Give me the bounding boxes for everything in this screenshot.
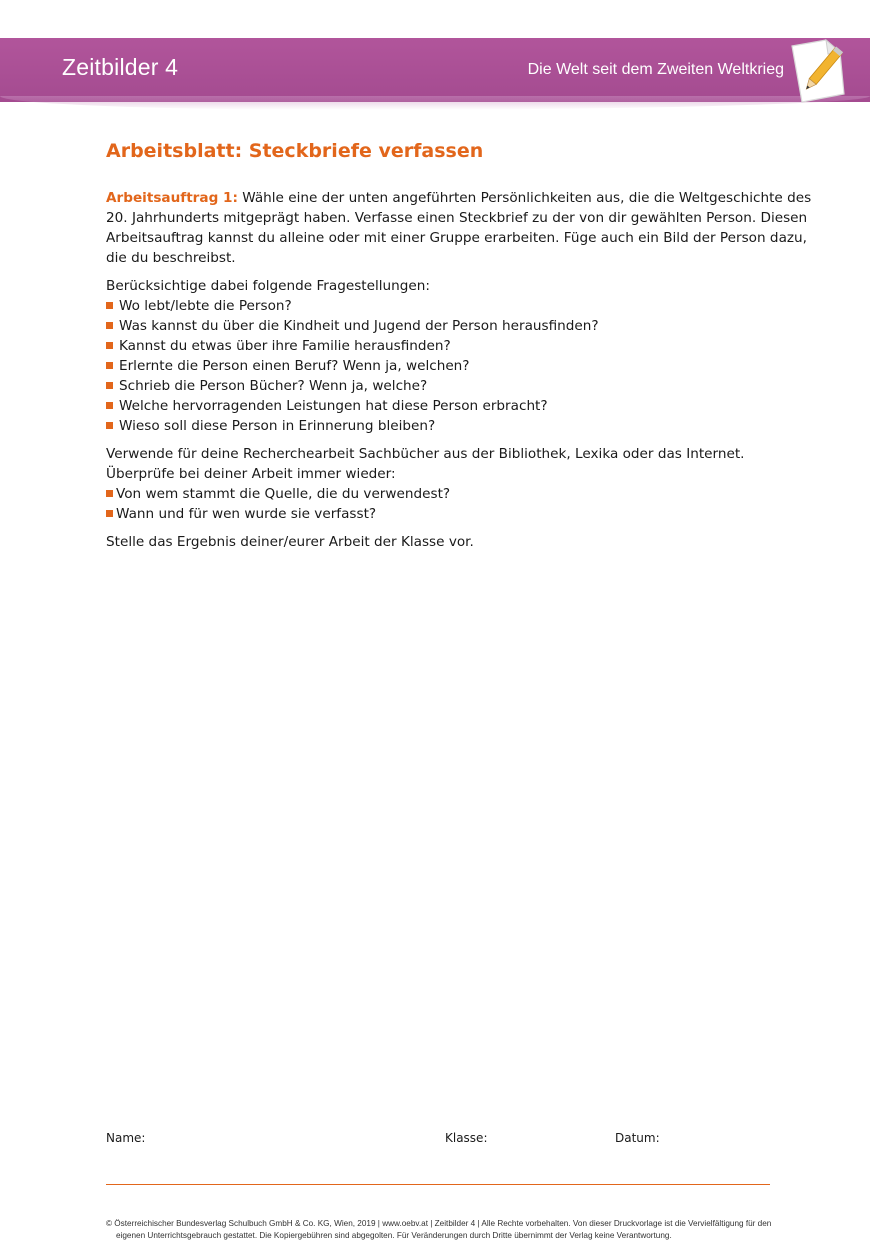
list-item: Von wem stammt die Quelle, die du verwendest? (106, 484, 826, 504)
bullet-square-icon (106, 510, 113, 517)
bullet-square-icon (106, 302, 113, 309)
paper-pencil-icon (786, 36, 848, 108)
worksheet-body (106, 136, 826, 552)
worksheet-title: Arbeitsblatt: Steckbriefe verfassen (106, 140, 484, 162)
list-item: Erlernte die Person einen Beruf? Wenn ja, welchen? (106, 356, 826, 376)
header-banner-swoosh (0, 96, 870, 110)
research-instruction: Verwende für deine Recherchearbeit Sachbücher aus der Bibliothek, Lexika oder das Internet. (106, 446, 745, 462)
list-item: Welche hervorragenden Leistungen hat diese Person erbracht? (106, 396, 826, 416)
list-item: Kannst du etwas über ihre Familie herausfinden? (106, 336, 826, 356)
footer-divider (106, 1184, 770, 1185)
date-label: Datum: (615, 1131, 660, 1145)
questions-intro: Berücksichtige dabei folgende Fragestellungen: (106, 278, 430, 294)
copyright-notice (106, 1218, 806, 1242)
list-item: Was kannst du über die Kindheit und Jugend der Person herausfinden? (106, 316, 826, 336)
task-text: Wähle eine der unten angeführten Persönlichkeiten aus, die die Weltgeschichte des 20. Jahrhunderts mitgeprägt haben. Verfasse einen Steckbrief zu der von dir gewählten Person. Diesen Arbeitsauftrag kannst du alleine oder mit einer Gruppe erarbeiten. Füge auch ein Bild der Person dazu, die du beschreibst. (106, 190, 812, 266)
bullet-square-icon (106, 402, 113, 409)
student-info-row (106, 1131, 770, 1151)
bullet-square-icon (106, 322, 113, 329)
list-item: Wann und für wen wurde sie verfasst? (106, 504, 826, 524)
list-item: Schrieb die Person Bücher? Wenn ja, welche? (106, 376, 826, 396)
questions-list (106, 296, 826, 436)
bullet-square-icon (106, 422, 113, 429)
list-item: Wo lebt/lebte die Person? (106, 296, 826, 316)
copyright-line-2: eigenen Unterrichtsgebrauch gestattet. Die Kopiergebühren sind abgegolten. Für Veränderungen durch Dritte übernimmt der Verlag keine Verantwortung. (116, 1231, 672, 1240)
bullet-square-icon (106, 342, 113, 349)
list-item: Wieso soll diese Person in Erinnerung bleiben? (106, 416, 826, 436)
check-intro: Überprüfe bei deiner Arbeit immer wieder: (106, 466, 396, 482)
checks-list (106, 484, 826, 524)
task-label: Arbeitsauftrag 1: (106, 190, 238, 206)
series-title: Zeitbilder 4 (62, 54, 179, 80)
bullet-square-icon (106, 490, 113, 497)
bullet-square-icon (106, 362, 113, 369)
name-label: Name: (106, 1131, 146, 1145)
class-label: Klasse: (445, 1131, 488, 1145)
book-subtitle: Die Welt seit dem Zweiten Weltkrieg (527, 61, 784, 78)
closing-instruction: Stelle das Ergebnis deiner/eurer Arbeit der Klasse vor. (106, 534, 474, 550)
bullet-square-icon (106, 382, 113, 389)
task-paragraph (106, 188, 826, 268)
copyright-line-1: © Österreichischer Bundesverlag Schulbuch GmbH & Co. KG, Wien, 2019 | www.oebv.at | Zeitbilder 4 | Alle Rechte vorbehalten. Von dieser Druckvorlage ist die Vervielfältigung für den (106, 1219, 772, 1228)
